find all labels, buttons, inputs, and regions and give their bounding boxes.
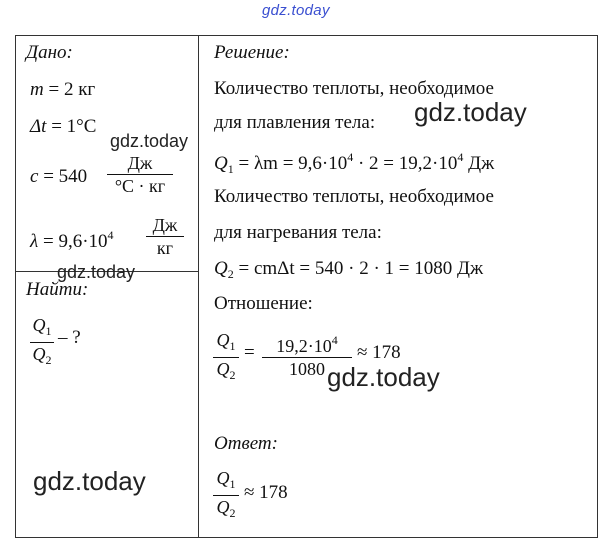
answer-q2: Q bbox=[216, 497, 230, 517]
mass-unit: кг bbox=[78, 79, 96, 100]
column-divider bbox=[198, 35, 199, 538]
solution-text-2a: Количество теплоты, необходимое bbox=[214, 186, 494, 207]
given-header-text: Дано bbox=[26, 42, 67, 63]
lambda-unit-numerator: Дж bbox=[152, 215, 178, 235]
lambda-exponent: 4 bbox=[107, 228, 114, 242]
watermark-4: gdz.today bbox=[327, 362, 440, 392]
answer-header: Ответ: bbox=[214, 433, 278, 454]
ratio-q2: Q bbox=[216, 359, 230, 379]
c-unit-denominator: °С · кг bbox=[114, 176, 166, 196]
watermark-3: gdz.today bbox=[57, 262, 136, 282]
find-ratio-denominator bbox=[30, 344, 54, 370]
c-unit-fraction bbox=[107, 153, 173, 196]
c-unit-numerator: Дж bbox=[127, 153, 153, 173]
eq2-q: Q bbox=[214, 258, 228, 279]
ratio-q-denominator bbox=[213, 359, 239, 385]
answer-denominator bbox=[213, 497, 239, 523]
ratio-q-numerator bbox=[213, 330, 239, 356]
ratio-value-numerator bbox=[262, 330, 352, 356]
eq2-sub: 2 bbox=[227, 267, 234, 281]
eq1-exp1: 4 bbox=[347, 150, 354, 164]
answer-fraction bbox=[213, 468, 239, 523]
watermark-2: gdz.today bbox=[110, 131, 189, 151]
lambda-symbol: λ bbox=[30, 231, 39, 252]
lambda-unit-denominator: кг bbox=[156, 238, 174, 258]
find-q2-sub: 2 bbox=[45, 353, 52, 367]
given-c: c = 540 bbox=[30, 166, 88, 187]
delta-t-value: 1°C bbox=[66, 116, 97, 137]
ratio-num-base: 19,2·10 bbox=[276, 336, 332, 356]
solution-header: Решение: bbox=[214, 42, 290, 63]
equation-q1 bbox=[214, 150, 494, 177]
ratio-q1-sub: 1 bbox=[229, 339, 236, 353]
find-ratio-bar bbox=[30, 342, 54, 343]
c-unit-bar bbox=[107, 174, 173, 175]
equation-q2 bbox=[214, 258, 483, 282]
c-symbol: c bbox=[30, 166, 39, 187]
ratio-q1: Q bbox=[216, 330, 230, 350]
mass-symbol: m bbox=[30, 79, 44, 100]
answer-header-text: Ответ bbox=[214, 433, 272, 454]
find-q1: Q bbox=[32, 315, 46, 335]
find-ratio-fraction bbox=[30, 315, 54, 370]
ratio-equals: = bbox=[244, 342, 255, 363]
answer-result: ≈ 178 bbox=[244, 482, 288, 503]
find-q1-sub: 1 bbox=[45, 324, 52, 338]
top-watermark: gdz.today bbox=[262, 2, 330, 19]
find-ratio-numerator bbox=[30, 315, 54, 341]
solution-text-1b: для плавления тела: bbox=[214, 112, 376, 133]
c-value: 540 bbox=[58, 166, 88, 187]
watermark-1: gdz.today bbox=[414, 97, 527, 127]
given-header: Дано: bbox=[26, 42, 73, 63]
eq2-rest: = cmΔt = 540 · 2 · 1 = 1080 Дж bbox=[233, 258, 484, 279]
lambda-unit-fraction bbox=[146, 215, 184, 258]
answer-numerator bbox=[213, 468, 239, 494]
eq1-sub: 1 bbox=[227, 162, 234, 176]
answer-q2-sub: 2 bbox=[229, 506, 236, 520]
ratio-q-bar bbox=[213, 357, 239, 358]
eq1-mid2: · 2 = 19,2·10 bbox=[353, 153, 458, 174]
ratio-num-exp: 4 bbox=[331, 333, 338, 347]
ratio-label: Отношение: bbox=[214, 293, 313, 314]
answer-q1: Q bbox=[216, 468, 230, 488]
ratio-q-fraction bbox=[213, 330, 239, 385]
watermark-5: gdz.today bbox=[33, 466, 146, 496]
given-delta-t: Δt = 1°C bbox=[30, 116, 97, 137]
answer-bar bbox=[213, 495, 239, 496]
solution-text-2b: для нагревания тела: bbox=[214, 222, 382, 243]
eq1-q: Q bbox=[214, 153, 228, 174]
lambda-unit-bar bbox=[146, 236, 184, 237]
find-q2: Q bbox=[32, 344, 46, 364]
lambda-value: 9,6·10 bbox=[58, 231, 108, 252]
ratio-q2-sub: 2 bbox=[229, 368, 236, 382]
given-lambda: $\lambda = 9,6\cdot 10^4$ bbox=[30, 228, 114, 252]
find-header-text: Найти bbox=[26, 279, 82, 300]
find-question: – ? bbox=[58, 327, 81, 348]
mass-value: 2 bbox=[63, 79, 74, 100]
ratio-value-bar bbox=[262, 357, 352, 358]
solution-header-text: Решение bbox=[214, 42, 284, 63]
eq1-unit: Дж bbox=[463, 153, 495, 174]
ratio-result: ≈ 178 bbox=[357, 342, 401, 363]
eq1-exp2: 4 bbox=[457, 150, 464, 164]
eq1-mid: = λm = 9,6·10 bbox=[233, 153, 348, 174]
given-mass: m = 2 кг bbox=[30, 79, 96, 100]
solution-text-1a: Количество теплоты, необходимое bbox=[214, 78, 494, 99]
delta-t-symbol: Δt bbox=[30, 116, 47, 137]
find-header: Найти: bbox=[26, 279, 89, 300]
answer-q1-sub: 1 bbox=[229, 477, 236, 491]
ratio-value-denominator: 1080 bbox=[289, 359, 325, 379]
